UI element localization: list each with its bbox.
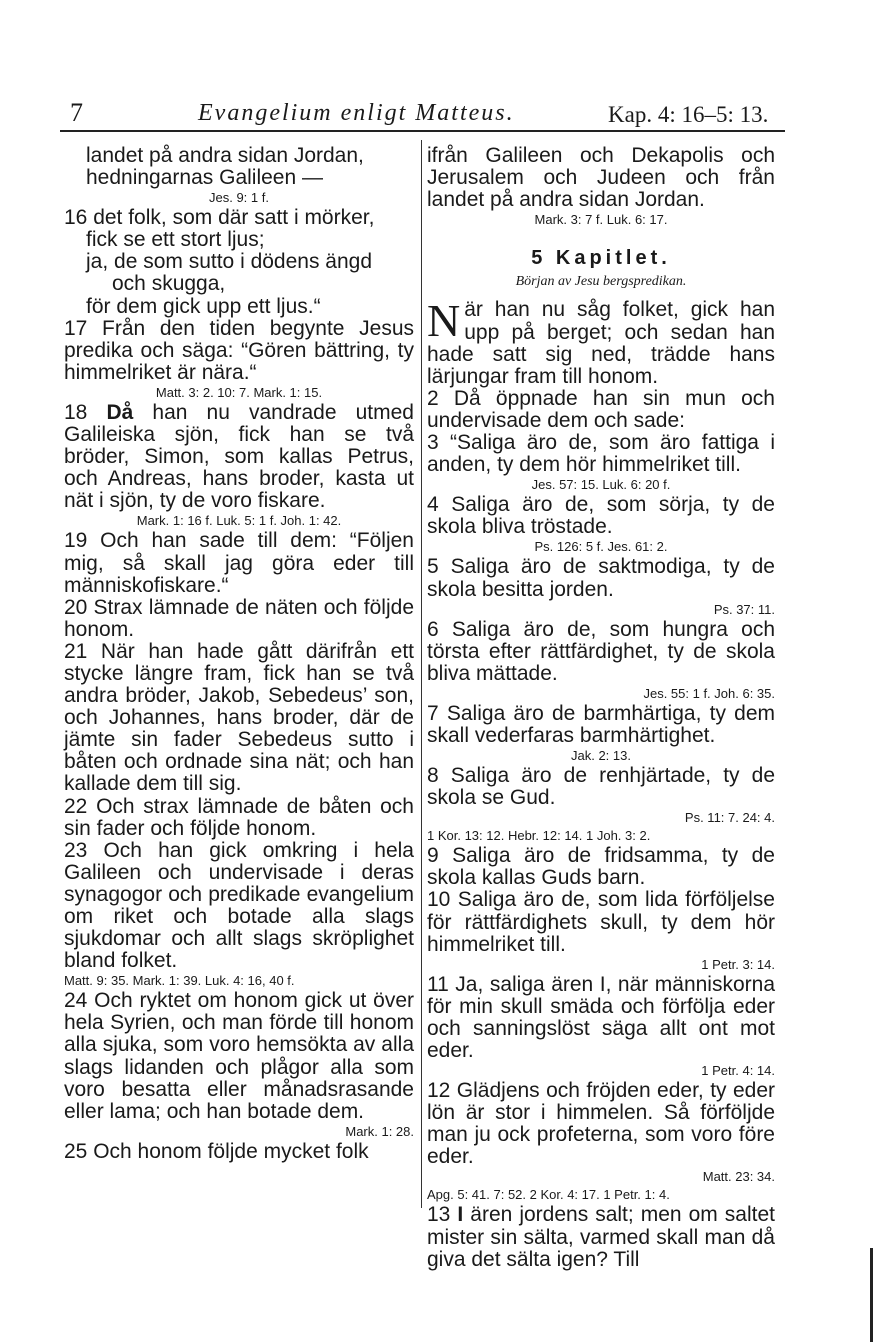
verse-19: 19 Och han sade till dem: “Följen mig, så skall jag göra eder till människofiskare.“ (64, 529, 414, 597)
verse-24: 24 Och ryktet om honom gick ut över hela Syrien, och man förde till honom alla sjuka, som voro hemsökta av alla slags lidanden och plågor alla som voro besatta eller månadsrasande eller lama; och han botade dem. (64, 989, 414, 1123)
verse-20: 20 Strax lämnade de näten och följde honom. (64, 595, 414, 641)
verse-21: 21 När han hade gått därifrån ett stycke längre fram, fick han se två andra bröder, Jakob, Sebedeus’ son, och Johannes, hans broder, där de jämte sin fader Sebedeus sutto i båten och ordnade sina nät; och han kallade dem till sig. (64, 639, 414, 796)
verse-17: 17 Från den tiden begynte Jesus predika och säga: “Gören bättring, ty himmelriket är nära.“ (64, 316, 414, 384)
verse-initial: Då (106, 400, 134, 424)
verse-number: 18 (64, 400, 88, 424)
chapter-reference: Kap. 4: 16–5: 13. (608, 102, 769, 127)
verse-16: 16 det folk, som där satt i mörker, (64, 206, 375, 230)
column-divider (421, 140, 422, 1208)
verse-5: 5 Saliga äro de saktmodiga, ty de skola besitta jorden. (427, 555, 775, 601)
right-column (427, 145, 775, 1271)
cross-reference: Mark. 3: 7 f. Luk. 6: 17. (534, 212, 668, 228)
verse-4: 4 Saliga äro de, som sörja, ty de skola bliva tröstade. (427, 493, 775, 539)
cross-reference: 1 Petr. 3: 14. (701, 956, 775, 972)
cross-reference: 1 Kor. 13: 12. Hebr. 12: 14. 1 Joh. 3: 2. (427, 828, 651, 844)
verse-line: för dem gick upp ett ljus.“ (86, 294, 321, 318)
verse-9: 9 Saliga äro de fridsamma, ty de skola kallas Guds barn. (427, 844, 775, 890)
verse-text: han nu vandrade utmed Galileiska sjön, fick han se två bröder, Simon, som kallas Petrus, och Andreas, hans broder, kasta ut nät i sjön, ty de voro fiskare. (64, 400, 414, 513)
verse-line: hedningarnas Galileen — (86, 166, 323, 190)
cross-reference: Mark. 1: 28. (345, 1123, 414, 1139)
running-title: Evangelium enligt Matteus. (198, 100, 515, 126)
cross-reference: Matt. 23: 34. (702, 1169, 775, 1185)
cross-reference: Apg. 5: 41. 7: 52. 2 Kor. 4: 17. 1 Petr. 1: 4. (427, 1187, 670, 1203)
verse-6: 6 Saliga äro de, som hungra och törsta efter rättfärdighet, ty de skola bliva mättade. (427, 617, 775, 685)
verse-25: 25 Och honom följde mycket folk (64, 1139, 369, 1163)
verse-10: 10 Saliga äro de, som lida förföljelse för rättfärdighets skull, ty dem hör himmelriket till. (427, 888, 775, 956)
verse-initial: I (457, 1203, 464, 1227)
verse-line: landet på andra sidan Jordan, (86, 144, 364, 167)
cross-reference: Matt. 3: 2. 10: 7. Mark. 1: 15. (155, 384, 323, 400)
verse-18 (64, 402, 414, 512)
verse-text: är han nu såg folket, gick han upp på berget; och sedan han hade satt sig ned, trädde hans lärjungar fram till honom. (427, 298, 775, 388)
verse-11: 11 Ja, saliga ären I, när människorna för min skull smäda och förfölja eder och sanningslöst säga allt ont mot eder. (427, 972, 775, 1062)
cross-reference: Ps. 126: 5 f. Jes. 61: 2. (534, 539, 668, 555)
verse-number: 13 (427, 1203, 451, 1227)
verse-text: ären jordens salt; men om saltet mister sin sälta, varmed skall man då giva det sälta igen? Till (427, 1203, 776, 1271)
chapter-heading: 5 Kapitlet. (531, 247, 671, 270)
page-edge-mark (870, 1248, 873, 1342)
cross-reference: Matt. 9: 35. Mark. 1: 39. Luk. 4: 16, 40 f. (64, 973, 295, 989)
drop-cap: N (427, 295, 461, 347)
cross-reference: Jak. 2: 13. (571, 748, 631, 764)
verse-continuation: ifrån Galileen och Dekapolis och Jerusalem och Judeen och från landet på andra sidan Jordan. (427, 144, 775, 212)
verse-line: ja, de som sutto i dödens ängd (86, 250, 373, 274)
cross-reference: 1 Petr. 4: 14. (701, 1063, 775, 1079)
verse-8: 8 Saliga äro de renhjärtade, ty de skola se Gud. (427, 764, 775, 810)
cross-reference: Jes. 55: 1 f. Joh. 6: 35. (643, 685, 775, 701)
cross-reference: Ps. 37: 11. (713, 601, 775, 617)
verse-line: fick se ett stort ljus; (86, 228, 265, 252)
verse-line: och skugga, (112, 272, 226, 296)
verse-3: 3 “Saliga äro de, som äro fattiga i anden, ty dem hör himmelriket till. (427, 431, 775, 477)
verse-23: 23 Och han gick omkring i hela Galileen och undervisade i deras synagogor och predikade evangelium om riket och botade alla slags sjukdomar och allt slags skröplighet bland folket. (64, 838, 414, 973)
cross-reference: Ps. 11: 7. 24: 4. (684, 810, 775, 826)
page-number: 7 (70, 98, 83, 127)
cross-reference: Jes. 57: 15. Luk. 6: 20 f. (531, 477, 671, 493)
verse-22: 22 Och strax lämnade de båten och sin fader och följde honom. (64, 794, 414, 840)
verse-7: 7 Saliga äro de barmhärtiga, ty dem skall vederfaras barmhärtighet. (427, 701, 775, 747)
cross-reference: Mark. 1: 16 f. Luk. 5: 1 f. Joh. 1: 42. (136, 513, 342, 529)
section-subtitle: Början av Jesu bergspredikan. (515, 274, 687, 290)
verse-13 (427, 1204, 775, 1270)
verse-1 (427, 295, 775, 388)
verse-12: 12 Glädjens och fröjden eder, ty eder lön är stor i himmelen. Så förföljde man ju ock profeterna, som voro före eder. (427, 1079, 775, 1169)
verse-2: 2 Då öppnade han sin mun och undervisade dem och sade: (427, 386, 775, 432)
cross-reference: Jes. 9: 1 f. (209, 190, 269, 206)
header-rule (60, 130, 785, 132)
left-column (64, 145, 414, 1163)
